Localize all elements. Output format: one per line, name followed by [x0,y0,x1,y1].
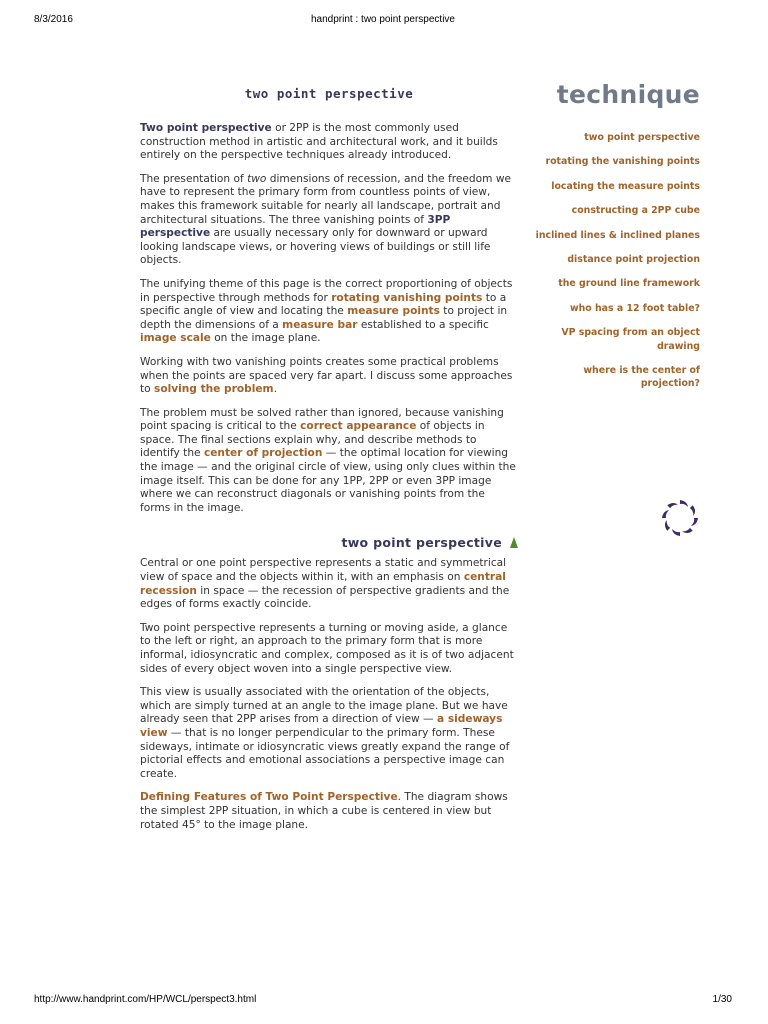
print-header [34,14,732,30]
link-correct-appearance[interactable]: correct appearance [300,420,417,433]
sidebar-item-center-of-projection[interactable]: where is the center of projection? [583,365,700,390]
link-sideways-view[interactable]: a sideways view [140,713,503,739]
link-central-recession[interactable]: central recession [140,571,506,597]
link-solving-the-problem[interactable]: solving the problem [154,383,274,396]
sidebar-item-inclined-lines[interactable]: inclined lines & inclined planes [535,229,700,241]
link-image-scale[interactable]: image scale [140,332,211,345]
link-center-of-projection[interactable]: center of projection [203,447,323,460]
print-page-number: 1/30 [712,994,732,1005]
print-url: http://www.handprint.com/HP/WCL/perspect3.html [34,994,257,1005]
sidebar-item-12-foot-table[interactable]: who has a 12 foot table? [569,302,700,314]
sidebar-item-vp-spacing[interactable]: VP spacing from an object drawing [561,327,700,352]
paragraph-practical-problems: Working with two vanishing points creates some practical problems when the points are spaced very far apart. I discuss some approaches to solving the problem. [140,355,513,396]
print-footer [34,994,732,1010]
paragraph-problem-solved: The problem must be solved rather than ignored, because vanishing point spacing is critical to the correct appearance of objects in space. The final sections explain why, and describe methods to identify the center of projection — the optimal location for viewing the image — and the original circle of view, using only clues within the image itself. This can be done for any 1PP, 2PP or even 3PP image where we can reconstruct diagonals or vanishing points from the forms in the image. [140,406,516,514]
print-date: 8/3/2016 [34,14,73,25]
section-heading: two point perspective [140,535,518,550]
paragraph-central-perspective: Central or one point perspective represents a static and symmetrical view of space and the objects within it, with an emphasis on central recession in space — the recession of perspective gradients and the edges of forms exactly coincide. [140,557,510,611]
link-measure-points[interactable]: measure points [347,305,440,318]
paragraph-unifying-theme: The unifying theme of this page is the correct proportioning of objects in perspective through methods for rotating vanishing points to a specific angle of view and locating the measure points to project in depth the dimensions of a measure bar established to a specific image scale on the image plane. [140,277,513,345]
sidebar-item-rotating-vanishing-points[interactable]: rotating the vanishing points [545,156,700,168]
sidebar-item-locating-measure-points[interactable]: locating the measure points [551,180,700,192]
paragraph-presentation: The presentation of two dimensions of recession, and the freedom we have to represent the primary form from countless points of view, makes this framework suitable for nearly all landscape, portrait and architectural situations. The three vanishing points of 3PP perspective are usually necessary only for downward or upward looking landscape views, or hovering views of buildings or still life objects. [140,172,512,267]
paragraph-turning-aside: Two point perspective represents a turning or moving aside, a glance to the left or right, an approach to the primary form that is more informal, idiosyncratic and complex, composed as it is of two adjacent sides of every object woven into a single perspective view. [140,621,514,675]
page-title: two point perspective [244,86,414,101]
main-content [140,86,518,842]
term-3pp: 3PP perspective [140,213,451,240]
link-defining-features[interactable]: Defining Features of Two Point Perspective [140,791,398,804]
link-measure-bar[interactable]: measure bar [282,318,358,331]
sidebar-item-ground-line[interactable]: the ground line framework [558,278,700,290]
intro-paragraph: Two point perspective or 2PP is the most commonly used construction method in artistic and architectural work, and it builds entirely on the perspective techniques already introduced. [140,122,498,162]
sidebar-item-distance-point[interactable]: distance point projection [567,254,700,266]
paragraph-defining-features: Defining Features of Two Point Perspective. The diagram shows the simplest 2PP situation, in which a cube is centered in view but rotated 45° to the image plane. [140,791,508,831]
link-rotating-vanishing-points[interactable]: rotating vanishing points [331,291,483,304]
up-arrow-icon[interactable] [510,537,518,548]
lead-term: Two point perspective [140,122,272,134]
sidebar-heading: technique [556,80,700,109]
sidebar-item-two-point-perspective[interactable]: two point perspective [584,132,700,143]
sidebar [528,80,700,402]
sidebar-item-constructing-cube[interactable]: constructing a 2PP cube [571,205,700,217]
paragraph-orientation: This view is usually associated with the orientation of the objects, which are simply turned at an angle to the image plane. But we have already seen that 2PP arises from a direction of view — a sideways view — that is no longer perpendicular to the primary form. These sideways, intimate or idiosyncratic views greatly expand the range of pictorial effects and emotional associations a perspective image can create. [140,686,510,780]
spiral-logo-icon [660,498,700,538]
print-title: handprint : two point perspective [311,14,455,25]
